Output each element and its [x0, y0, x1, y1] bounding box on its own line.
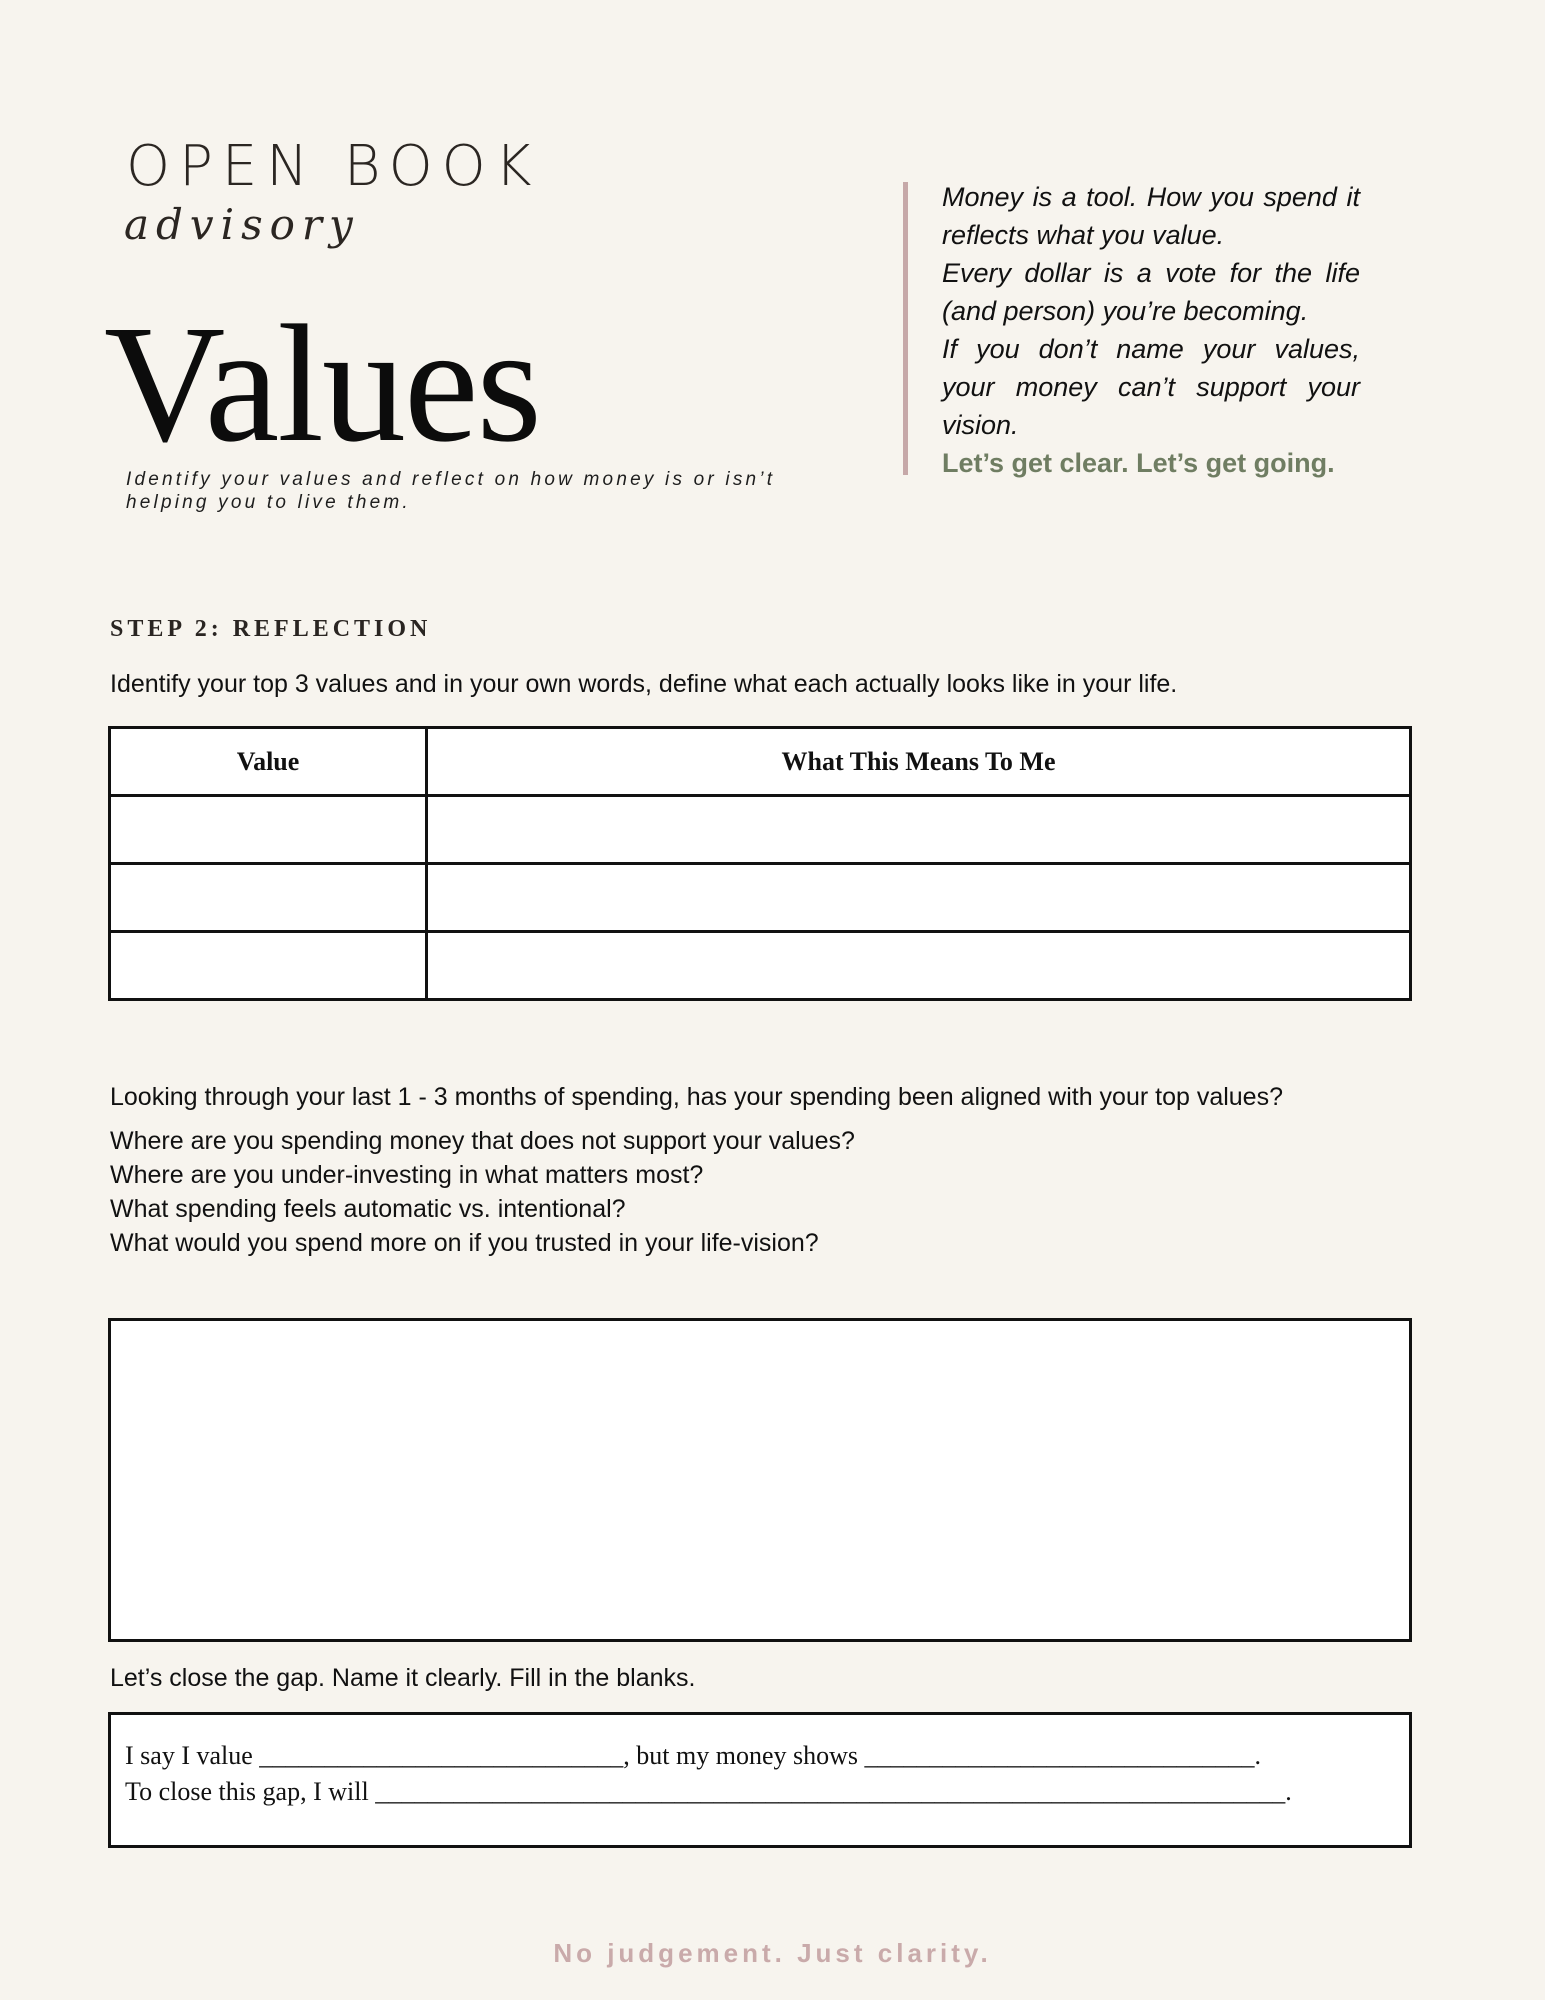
meaning-input-cell[interactable] [427, 932, 1411, 1000]
reflection-answer-box[interactable] [108, 1318, 1412, 1642]
page-title: Values [104, 291, 540, 477]
step-instruction: Identify your top 3 values and in your own words, define what each actually looks like in your life. [110, 670, 1178, 698]
reflection-lead: Looking through your last 1 - 3 months of spending, has your spending been aligned with your top values? [110, 1083, 1283, 1111]
brand-subtitle: advisory [124, 200, 360, 249]
column-header-value: Value [110, 728, 427, 796]
quote-block [942, 178, 1360, 482]
column-header-meaning: What This Means To Me [427, 728, 1411, 796]
quote-line: Money is a tool. How you spend it reflects what you value. [942, 182, 1360, 250]
close-gap-intro: Let’s close the gap. Name it clearly. Fill in the blanks. [110, 1664, 696, 1692]
reflection-prompts [110, 1080, 1350, 1260]
fill-in-blanks-box[interactable] [108, 1712, 1412, 1848]
reflection-question: What would you spend more on if you trusted in your life-vision? [110, 1229, 819, 1257]
values-table [108, 726, 1412, 1001]
table-row [110, 932, 1411, 1000]
quote-line: If you don’t name your values, your money can’t support your vision. [942, 334, 1360, 440]
quote-accent-bar [903, 182, 908, 475]
table-row [110, 864, 1411, 932]
brand-name: OPEN BOOK [126, 134, 541, 199]
table-row [110, 796, 1411, 864]
quote-cta: Let’s get clear. Let’s get going. [942, 448, 1335, 478]
value-input-cell[interactable] [110, 932, 427, 1000]
fill-line-value-gap[interactable]: I say I value ____________________________, but my money shows ______________________________. [125, 1741, 1262, 1770]
step-heading: STEP 2: REFLECTION [110, 616, 432, 642]
value-input-cell[interactable] [110, 796, 427, 864]
quote-line: Every dollar is a vote for the life (and person) you’re becoming. [942, 258, 1360, 326]
page-subtitle: Identify your values and reflect on how money is or isn’t helping you to live them. [126, 469, 776, 513]
reflection-question: Where are you under-investing in what matters most? [110, 1161, 704, 1189]
table-header-row [110, 728, 1411, 796]
fill-line-close-gap[interactable]: To close this gap, I will ______________________________________________________________________. [125, 1777, 1292, 1806]
meaning-input-cell[interactable] [427, 864, 1411, 932]
value-input-cell[interactable] [110, 864, 427, 932]
meaning-input-cell[interactable] [427, 796, 1411, 864]
reflection-question: What spending feels automatic vs. intentional? [110, 1195, 626, 1223]
footer-tagline: No judgement. Just clarity. [553, 1938, 992, 1968]
reflection-question: Where are you spending money that does not support your values? [110, 1127, 855, 1155]
